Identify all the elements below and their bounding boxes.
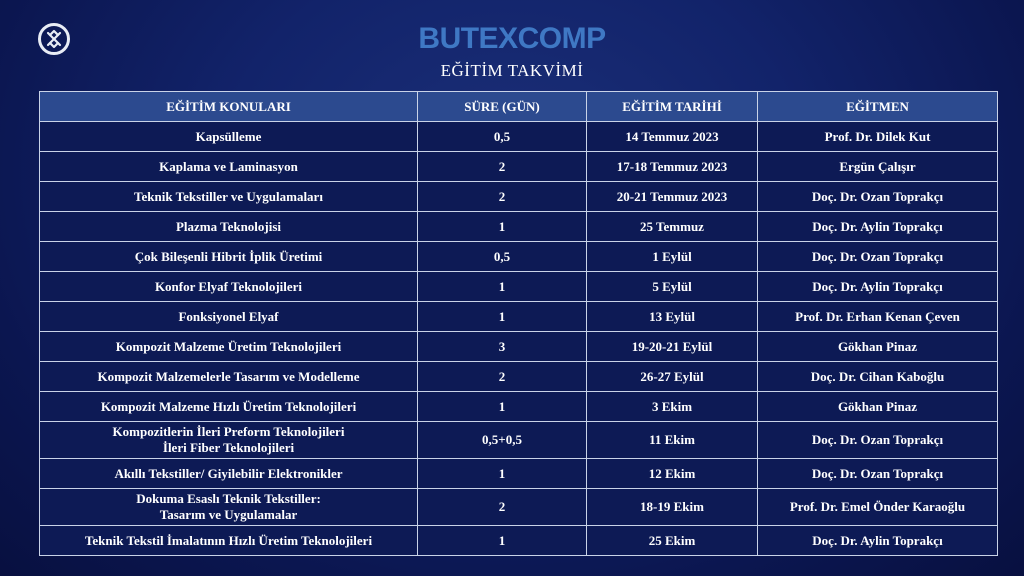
topic-cell: Kompozit Malzeme Üretim Teknolojileri [40, 332, 418, 362]
duration-cell: 1 [418, 302, 587, 332]
topic-line-2: Tasarım ve Uygulamalar [159, 507, 298, 522]
topic-cell: Kompozit Malzeme Hızlı Üretim Teknolojileri [40, 392, 418, 422]
duration-cell: 1 [418, 212, 587, 242]
date-cell: 14 Temmuz 2023 [587, 122, 758, 152]
table-row [40, 302, 998, 332]
trainer-cell: Gökhan Pinaz [758, 332, 998, 362]
trainer-cell: Doç. Dr. Aylin Toprakçı [758, 526, 998, 556]
topic-line-1: Dokuma Esaslı Teknik Tekstiller: [136, 491, 321, 506]
date-cell: 13 Eylül [587, 302, 758, 332]
table-row [40, 212, 998, 242]
table-row [40, 152, 998, 182]
trainer-cell: Prof. Dr. Emel Önder Karaoğlu [758, 489, 998, 526]
training-schedule-table [39, 91, 998, 556]
trainer-cell: Doç. Dr. Aylin Toprakçı [758, 212, 998, 242]
topic-cell: Teknik Tekstiller ve Uygulamaları [40, 182, 418, 212]
duration-cell: 1 [418, 526, 587, 556]
trainer-cell: Doç. Dr. Cihan Kaboğlu [758, 362, 998, 392]
topic-cell: Akıllı Tekstiller/ Giyilebilir Elektronikler [40, 459, 418, 489]
topic-cell: Kapsülleme [40, 122, 418, 152]
date-cell: 1 Eylül [587, 242, 758, 272]
duration-cell: 0,5+0,5 [418, 422, 587, 459]
topic-cell: Kompozit Malzemelerle Tasarım ve Modelleme [40, 362, 418, 392]
topic-cell: Fonksiyonel Elyaf [40, 302, 418, 332]
duration-cell: 0,5 [418, 122, 587, 152]
date-cell: 17-18 Temmuz 2023 [587, 152, 758, 182]
trainer-cell: Prof. Dr. Dilek Kut [758, 122, 998, 152]
date-cell: 3 Ekim [587, 392, 758, 422]
topic-cell: Plazma Teknolojisi [40, 212, 418, 242]
table-row [40, 242, 998, 272]
trainer-cell: Doç. Dr. Ozan Toprakçı [758, 422, 998, 459]
duration-cell: 2 [418, 182, 587, 212]
table-row [40, 422, 998, 459]
table-header-row [40, 92, 998, 122]
topic-cell: Çok Bileşenli Hibrit İplik Üretimi [40, 242, 418, 272]
topic-cell: Kaplama ve Laminasyon [40, 152, 418, 182]
table-row [40, 182, 998, 212]
duration-cell: 1 [418, 272, 587, 302]
column-header-topic: EĞİTİM KONULARI [40, 92, 418, 122]
page-title: EĞİTİM TAKVİMİ [440, 61, 584, 80]
duration-cell: 2 [418, 152, 587, 182]
table-row [40, 526, 998, 556]
duration-cell: 1 [418, 459, 587, 489]
topic-line-1: Kompozitlerin İleri Preform Teknolojileri [112, 424, 345, 439]
duration-cell: 2 [418, 362, 587, 392]
trainer-cell: Gökhan Pinaz [758, 392, 998, 422]
topic-cell: Konfor Elyaf Teknolojileri [40, 272, 418, 302]
date-cell: 12 Ekim [587, 459, 758, 489]
date-cell: 11 Ekim [587, 422, 758, 459]
trainer-cell: Doç. Dr. Ozan Toprakçı [758, 182, 998, 212]
topic-cell [40, 489, 418, 526]
brand-logo-text: BUTEXCOMP [418, 22, 606, 55]
table-row [40, 489, 998, 526]
column-header-duration: SÜRE (GÜN) [418, 92, 587, 122]
column-header-trainer: EĞİTMEN [758, 92, 998, 122]
topic-cell [40, 422, 418, 459]
date-cell: 19-20-21 Eylül [587, 332, 758, 362]
duration-cell: 1 [418, 392, 587, 422]
date-cell: 25 Ekim [587, 526, 758, 556]
duration-cell: 0,5 [418, 242, 587, 272]
trainer-cell: Ergün Çalışır [758, 152, 998, 182]
table-row [40, 332, 998, 362]
column-header-date: EĞİTİM TARİHİ [587, 92, 758, 122]
topic-line-2: İleri Fiber Teknolojileri [162, 440, 295, 455]
table-row [40, 392, 998, 422]
topic-cell: Teknik Tekstil İmalatının Hızlı Üretim Teknolojileri [40, 526, 418, 556]
table-row [40, 122, 998, 152]
trainer-cell: Doç. Dr. Ozan Toprakçı [758, 459, 998, 489]
date-cell: 20-21 Temmuz 2023 [587, 182, 758, 212]
duration-cell: 3 [418, 332, 587, 362]
date-cell: 25 Temmuz [587, 212, 758, 242]
date-cell: 18-19 Ekim [587, 489, 758, 526]
date-cell: 26-27 Eylül [587, 362, 758, 392]
trainer-cell: Doç. Dr. Aylin Toprakçı [758, 272, 998, 302]
duration-cell: 2 [418, 489, 587, 526]
trainer-cell: Doç. Dr. Ozan Toprakçı [758, 242, 998, 272]
table-row [40, 362, 998, 392]
table-row [40, 272, 998, 302]
date-cell: 5 Eylül [587, 272, 758, 302]
trainer-cell: Prof. Dr. Erhan Kenan Çeven [758, 302, 998, 332]
table-row [40, 459, 998, 489]
